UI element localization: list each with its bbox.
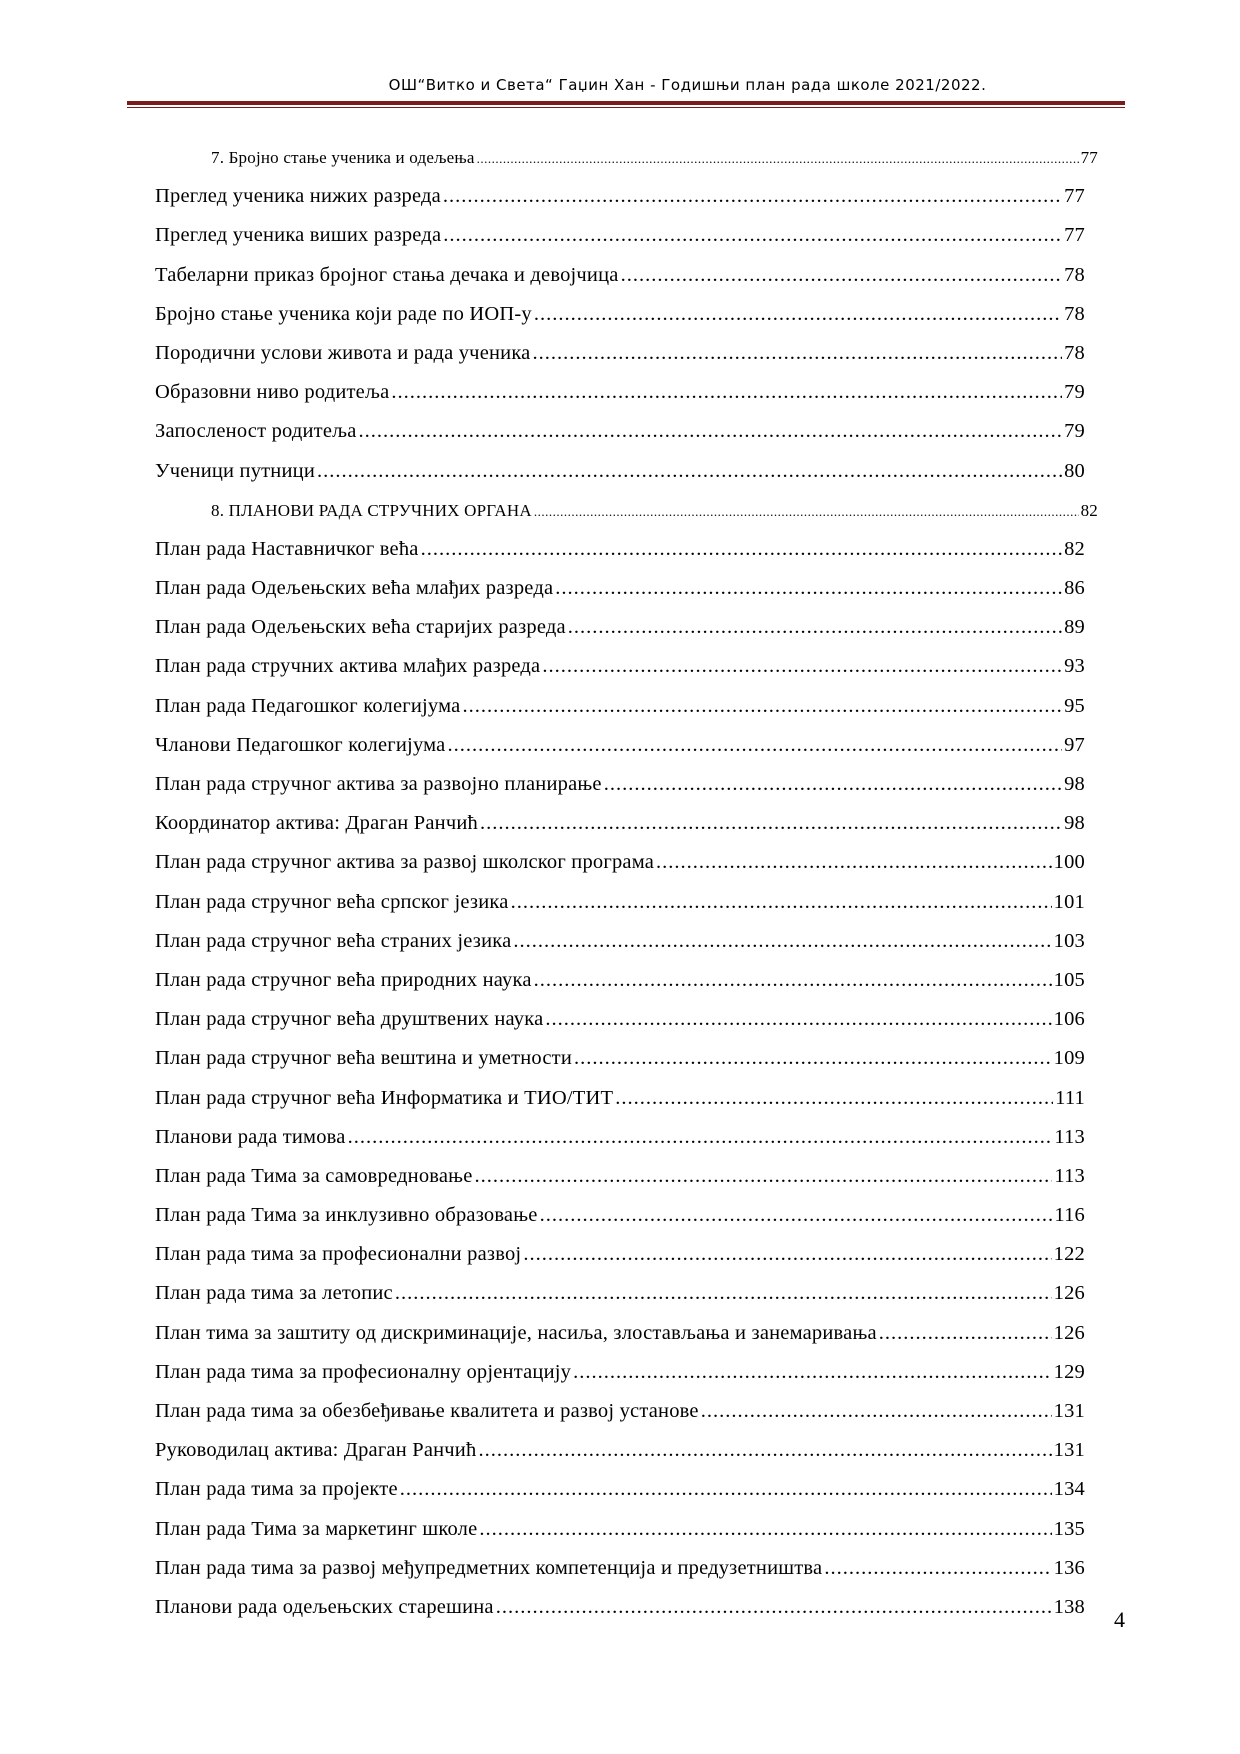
toc-entry-page: 89 [1064,616,1085,639]
toc-entry-label: План рада стручног актива за развој школског програма [155,851,655,874]
toc-entry-label: План рада тима за летопис [155,1282,393,1305]
toc-leader-dots [534,295,1062,334]
page-number: 4 [1114,1607,1125,1632]
toc-leader-dots [879,1314,1052,1353]
toc-entry-label: 7. Бројно стање ученика и одељења [211,148,475,167]
toc-entry[interactable] [155,1235,1085,1274]
toc-entry[interactable] [155,765,1085,804]
toc-entry-page: 77 [1064,185,1085,208]
toc-entry-page: 77 [1064,224,1085,247]
toc-leader-dots [447,726,1062,765]
toc-entry-label: План рада Одељењских већа старијих разреда [155,616,566,639]
toc-entry-page: 138 [1053,1595,1085,1618]
toc-entry-label: План рада тима за обезбеђивање квалитета и развој установе [155,1400,699,1422]
toc-entry[interactable] [155,1510,1085,1549]
toc-leader-dots [317,452,1062,491]
toc-leader-dots [545,1000,1051,1039]
toc-leader-dots [534,492,1079,531]
toc-entry-page: 111 [1055,1086,1085,1109]
toc-leader-dots [523,1235,1051,1274]
toc-entry-label: План рада стручног већа природних наука [155,968,532,991]
toc-leader-dots [391,373,1062,412]
toc-entry-page: 97 [1064,733,1085,756]
toc-entry[interactable] [155,569,1085,608]
toc-entry-page: 80 [1064,459,1085,482]
toc-entry[interactable] [155,530,1085,569]
toc-entry[interactable] [155,1470,1085,1509]
toc-entry-label: Планови рада одељењских старешина [155,1595,494,1618]
toc-entry-page: 79 [1064,381,1085,404]
toc-entry[interactable] [155,452,1085,491]
toc-entry-page: 134 [1053,1478,1085,1501]
toc-entry-label: План рада Тима за самовредновање [155,1164,473,1187]
toc-entry[interactable] [155,647,1085,686]
toc-leader-dots [534,961,1052,1000]
toc-leader-dots [574,1039,1052,1078]
toc-entry-page: 131 [1053,1439,1085,1462]
toc-leader-dots [477,139,1079,178]
toc-entry[interactable] [155,295,1085,334]
toc-entry-page: 86 [1064,577,1085,600]
toc-entry-page: 78 [1064,263,1085,286]
toc-leader-dots [824,1549,1051,1588]
toc-leader-dots [701,1392,1052,1431]
toc-leader-dots [443,177,1062,216]
toc-entry-page: 95 [1064,694,1085,717]
toc-leader-dots [421,530,1063,569]
toc-leader-dots [475,1157,1053,1196]
toc-leader-dots [359,412,1063,451]
toc-entry[interactable] [155,804,1085,843]
toc-entry-label: План рада стручног актива за развојно планирање [155,773,602,795]
toc-section-entry[interactable] [155,138,1098,177]
toc-entry[interactable] [155,1588,1085,1627]
toc-entry-page: 93 [1064,655,1085,678]
toc-entry[interactable] [155,1353,1085,1392]
toc-entry-label: 8. ПЛАНОВИ РАДА СТРУЧНИХ ОРГАНА [211,500,532,520]
toc-entry-label: План рада стручног већа друштвених наука [155,1008,544,1031]
toc-entry-page: 98 [1064,812,1085,835]
toc-entry-label: Запосленост родитеља [155,420,357,443]
toc-leader-dots [400,1470,1052,1509]
toc-leader-dots [513,922,1051,961]
toc-entry-label: План тима за заштиту од дискриминације, насиља, злостављања и занемаривања [155,1321,877,1344]
toc-entry-label: Чланови Педагошког колегијума [155,733,446,756]
toc-entry-label: План рада Одељењских већа млађих разреда [155,577,554,600]
toc-entry[interactable] [155,334,1085,373]
toc-entry-label: План рада тима за професионалну орјентацију [155,1360,572,1383]
toc-entry-label: Планови рада тимова [155,1125,346,1148]
toc-entry[interactable] [155,843,1085,882]
toc-leader-dots [511,883,1052,922]
toc-entry[interactable] [155,412,1085,451]
table-of-contents [155,138,1098,1627]
toc-entry-page: 78 [1064,341,1085,364]
toc-entry[interactable] [155,883,1085,922]
toc-entry-label: Бројно стање ученика који раде по ИОП-у [155,302,532,325]
toc-entry-label: Преглед ученика виших разреда [155,224,442,247]
toc-entry-label: План рада стручног већа страних језика [155,929,512,952]
toc-entry-page: 98 [1064,773,1085,795]
toc-entry-page: 126 [1053,1282,1085,1305]
toc-leader-dots [479,1510,1051,1549]
toc-entry[interactable] [155,1000,1085,1039]
toc-entry-page: 105 [1053,968,1085,991]
toc-entry-page: 106 [1053,1008,1085,1031]
toc-entry-label: План рада тима за развој међупредметних компетенција и предузетништва [155,1556,823,1579]
toc-entry[interactable] [155,177,1085,216]
toc-entry-page: 131 [1053,1400,1085,1422]
toc-entry[interactable] [155,1549,1085,1588]
toc-entry[interactable] [155,1392,1085,1431]
toc-entry-page: 101 [1053,890,1085,913]
toc-leader-dots [540,1196,1053,1235]
toc-leader-dots [478,1431,1051,1470]
toc-entry-label: План рада стручних актива млађих разреда [155,655,541,678]
toc-entry-label: Породични услови живота и рада ученика [155,341,531,364]
toc-entry-page: 77 [1080,148,1098,167]
toc-entry-label: План рада Тима за маркетинг школе [155,1517,478,1540]
toc-entry-label: План рада Тима за инклузивно образовање [155,1204,538,1227]
toc-entry[interactable] [155,922,1085,961]
toc-entry-page: 82 [1080,500,1098,520]
toc-entry-label: План рада стручног већа српског језика [155,890,509,913]
toc-entry-page: 82 [1064,537,1085,560]
toc-entry-page: 109 [1053,1047,1085,1070]
toc-entry-label: Ученици путници [155,459,315,482]
toc-entry[interactable] [155,961,1085,1000]
toc-entry[interactable] [155,1118,1085,1157]
running-header: ОШ“Витко и Света“ Гаџин Хан - Годишњи план рада школе 2021/2022. [388,76,987,94]
toc-entry-label: Преглед ученика нижих разреда [155,185,441,208]
toc-leader-dots [462,687,1062,726]
toc-entry[interactable] [155,216,1085,255]
toc-entry-page: 113 [1054,1164,1085,1187]
toc-leader-dots [573,1353,1052,1392]
toc-entry[interactable] [155,1431,1085,1470]
toc-entry-label: План рада тима за пројекте [155,1478,398,1501]
toc-entry-page: 113 [1054,1125,1085,1148]
toc-entry-label: План рада Педагошког колегијума [155,694,461,717]
toc-leader-dots [443,216,1062,255]
toc-leader-dots [480,804,1062,843]
toc-entry[interactable] [155,1157,1085,1196]
toc-entry-page: 78 [1064,302,1085,325]
header-rule-thick [127,101,1125,105]
toc-leader-dots [348,1118,1053,1157]
toc-entry[interactable] [155,1039,1085,1078]
toc-entry-page: 100 [1053,851,1085,874]
toc-entry-label: Руководилац актива: Драган Ранчић [155,1439,477,1462]
toc-entry[interactable] [155,256,1085,295]
toc-entry-label: Координатор актива: Драган Ранчић [155,812,478,835]
toc-entry[interactable] [155,687,1085,726]
toc-entry-label: План рада стручног већа вештина и уметности [155,1047,572,1070]
toc-entry-page: 122 [1053,1243,1085,1266]
toc-entry-page: 126 [1053,1321,1085,1344]
toc-leader-dots [395,1274,1052,1313]
toc-entry-label: План рада Наставничког већа [155,537,419,560]
toc-leader-dots [532,334,1062,373]
toc-leader-dots [568,608,1062,647]
toc-entry-label: Образовни ниво родитеља [155,381,390,404]
toc-entry-page: 116 [1054,1204,1085,1227]
toc-leader-dots [621,256,1063,295]
toc-entry[interactable] [155,1196,1085,1235]
toc-leader-dots [604,765,1062,804]
toc-entry-label: План рада стручног већа Информатика и ТИО/ТИТ [155,1086,614,1109]
toc-section-entry[interactable] [155,491,1098,530]
toc-entry-page: 135 [1053,1517,1085,1540]
toc-entry[interactable] [155,1314,1085,1353]
toc-entry[interactable] [155,373,1085,412]
toc-leader-dots [615,1079,1053,1118]
toc-leader-dots [496,1588,1052,1627]
header-rule-thin [127,107,1125,108]
toc-entry-page: 136 [1053,1556,1085,1579]
toc-leader-dots [656,843,1052,882]
toc-leader-dots [542,647,1062,686]
toc-entry-label: Табеларни приказ бројног стања дечака и девојчица [155,263,619,286]
toc-leader-dots [555,569,1062,608]
toc-entry[interactable] [155,726,1085,765]
toc-entry-label: План рада тима за професионални развој [155,1243,522,1266]
toc-entry-page: 79 [1064,420,1085,443]
toc-entry[interactable] [155,1079,1085,1118]
toc-entry[interactable] [155,608,1085,647]
toc-entry[interactable] [155,1274,1085,1313]
toc-entry-page: 129 [1053,1360,1085,1383]
toc-entry-page: 103 [1053,929,1085,952]
